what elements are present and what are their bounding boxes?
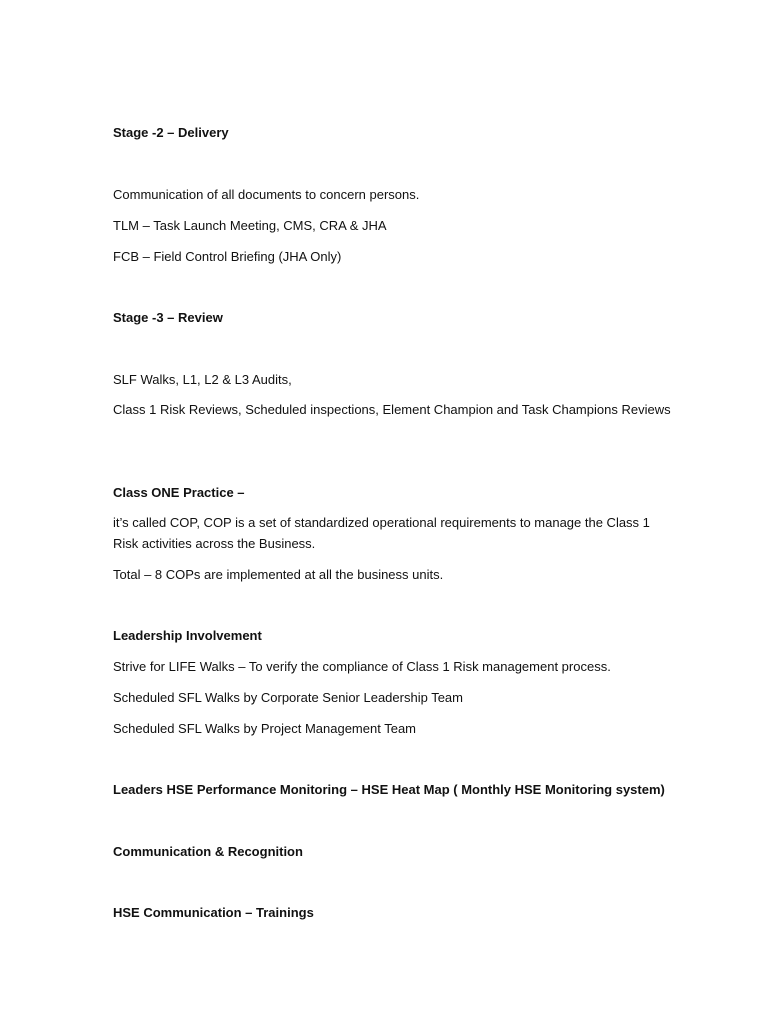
leadership-item: Scheduled SFL Walks by Project Management Team [113, 721, 416, 736]
leadership-heading: Leadership Involvement [113, 628, 262, 643]
stage3-heading: Stage -3 – Review [113, 310, 223, 325]
class-one-item: it’s called COP, COP is a set of standardized operational requirements to manage the Class 1 Risk activities across the Business. [113, 515, 650, 551]
class-one-item: Total – 8 COPs are implemented at all the business units. [113, 567, 444, 582]
stage2-heading: Stage -2 – Delivery [113, 125, 229, 140]
stage3-item: Class 1 Risk Reviews, Scheduled inspections, Element Champion and Task Champions Reviews [113, 402, 671, 417]
leaders-monitoring-heading: Leaders HSE Performance Monitoring – HSE Heat Map ( Monthly HSE Monitoring system) [113, 782, 665, 797]
leadership-item: Strive for LIFE Walks – To verify the compliance of Class 1 Risk management process. [113, 659, 611, 674]
stage3-item: SLF Walks, L1, L2 & L3 Audits, [113, 372, 292, 387]
stage2-item: TLM – Task Launch Meeting, CMS, CRA & JHA [113, 218, 387, 233]
stage2-item: FCB – Field Control Briefing (JHA Only) [113, 249, 342, 264]
communication-recognition-heading: Communication & Recognition [113, 844, 303, 859]
leadership-item: Scheduled SFL Walks by Corporate Senior Leadership Team [113, 690, 463, 705]
stage2-item: Communication of all documents to concern persons. [113, 187, 420, 202]
class-one-heading: Class ONE Practice – [113, 485, 245, 500]
hse-communication-heading: HSE Communication – Trainings [113, 905, 314, 920]
